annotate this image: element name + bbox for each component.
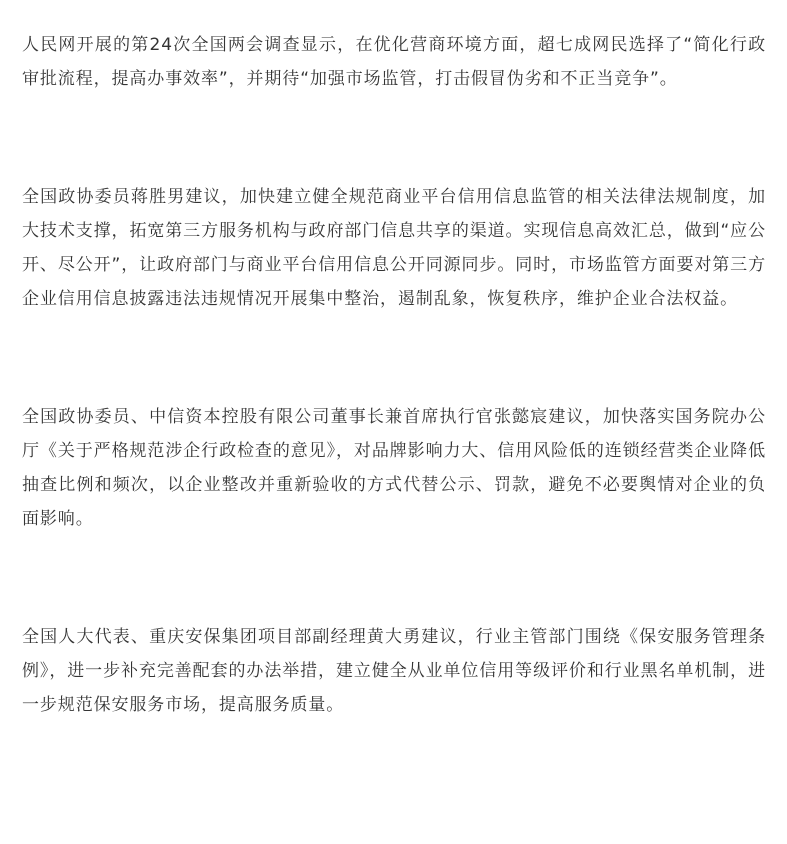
article-paragraph-survey: 人民网开展的第24次全国两会调查显示，在优化营商环境方面，超七成网民选择了“简化行政审批流程，提高办事效率”，并期待“加强市场监管，打击假冒伪劣和不正当竞争”。 <box>22 35 766 89</box>
article-paragraph-zhang-yichen: 全国政协委员、中信资本控股有限公司董事长兼首席执行官张懿宸建议，加快落实国务院办公厅《关于严格规范涉企行政检查的意见》，对品牌影响力大、信用风险低的连锁经营类企业降低抽查比例和频次，以企业整改并重新验收的方式代替公示、罚款，避免不必要舆情对企业的负面影响。 <box>22 407 766 529</box>
article-body <box>22 28 766 722</box>
article-paragraph-huang-dayong: 全国人大代表、重庆安保集团项目部副经理黄大勇建议，行业主管部门围绕《保安服务管理条例》，进一步补充完善配套的办法举措，建立健全从业单位信用等级评价和行业黑名单机制，进一步规范保安服务市场，提高服务质量。 <box>22 627 766 715</box>
article-paragraph-jiang-shengnan: 全国政协委员蒋胜男建议，加快建立健全规范商业平台信用信息监管的相关法律法规制度，加大技术支撑，拓宽第三方服务机构与政府部门信息共享的渠道。实现信息高效汇总，做到“应公开、尽公开”，让政府部门与商业平台信用信息公开同源同步。同时，市场监管方面要对第三方企业信用信息披露违法违规情况开展集中整治，遏制乱象，恢复秩序，维护企业合法权益。 <box>22 187 766 309</box>
